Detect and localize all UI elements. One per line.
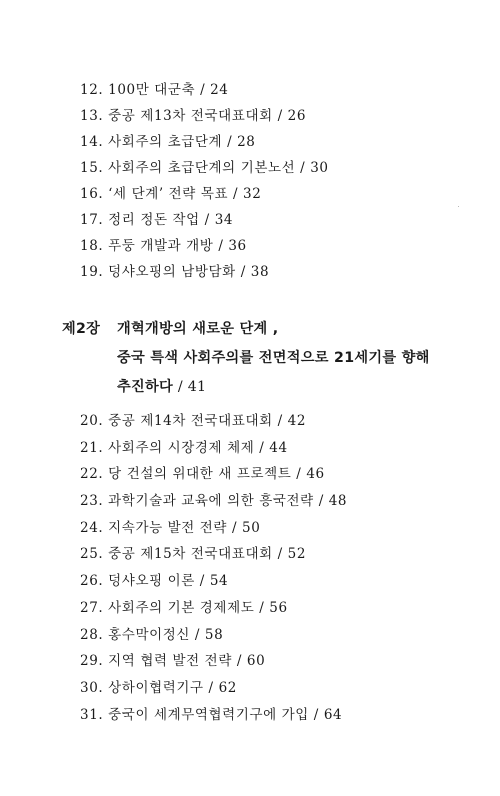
chapter-line-2 bbox=[62, 347, 482, 376]
toc-entry-25: 25. 중공 제15차 전국대표대회 / 52 bbox=[80, 546, 307, 563]
chapter-title-line-2: 중국 특색 사회주의를 전면적으로 21세기를 향해 bbox=[117, 350, 430, 366]
toc-entry-27: 27. 사회주의 기본 경제제도 / 56 bbox=[80, 599, 288, 616]
chapter-title-line-1: 개혁개방의 새로운 단계 , bbox=[117, 321, 279, 337]
toc-list-first bbox=[80, 79, 480, 287]
chapter-line-3 bbox=[62, 376, 482, 405]
toc-entry-20: 20. 중공 제14차 전국대표대회 / 42 bbox=[80, 413, 307, 429]
chapter-heading bbox=[62, 318, 482, 405]
toc-entry-18: 18. 푸둥 개발과 개방 / 36 bbox=[80, 238, 247, 254]
toc-entry-12: 12. 100만 대군축 / 24 bbox=[80, 82, 229, 98]
toc-entry-22: 22. 당 건설의 위대한 새 프로젝트 / 46 bbox=[80, 466, 325, 483]
toc-entry-31: 31. 중국이 세계무역협력기구에 가입 / 64 bbox=[80, 706, 343, 723]
chapter-line-1 bbox=[62, 318, 482, 347]
toc-entry-19: 19. 덩샤오핑의 남방담화 / 38 bbox=[80, 264, 270, 280]
chapter-page-ref: / 41 bbox=[173, 379, 207, 395]
toc-entry-23: 23. 과학기술과 교육에 의한 흥국전략 / 48 bbox=[80, 493, 348, 510]
toc-entry-14: 14. 사회주의 초급단계 / 28 bbox=[80, 134, 256, 150]
toc-entry-28: 28. 홍수막이정신 / 58 bbox=[80, 626, 224, 643]
chapter-title-line-3: 추진하다 bbox=[117, 379, 174, 395]
toc-entry-29: 29. 지역 협력 발전 전략 / 60 bbox=[80, 653, 266, 670]
toc-entry-17: 17. 정리 정돈 작업 / 34 bbox=[80, 212, 234, 228]
toc-entry-15: 15. 사회주의 초급단계의 기본노선 / 30 bbox=[80, 160, 329, 176]
scan-speck bbox=[458, 206, 459, 207]
toc-entry-16: 16. ‘세 단계’ 전략 목표 / 32 bbox=[80, 186, 262, 202]
toc-list-second bbox=[80, 410, 480, 730]
toc-entry-13: 13. 중공 제13차 전국대표대회 / 26 bbox=[80, 108, 307, 124]
toc-entry-21: 21. 사회주의 시장경제 체제 / 44 bbox=[80, 439, 288, 456]
toc-entry-24: 24. 지속가능 발전 전략 / 50 bbox=[80, 519, 261, 536]
toc-entry-30: 30. 상하이협력기구 / 62 bbox=[80, 679, 237, 696]
toc-entry-26: 26. 덩샤오핑 이론 / 54 bbox=[80, 573, 229, 590]
chapter-label: 제2장 bbox=[62, 321, 101, 337]
